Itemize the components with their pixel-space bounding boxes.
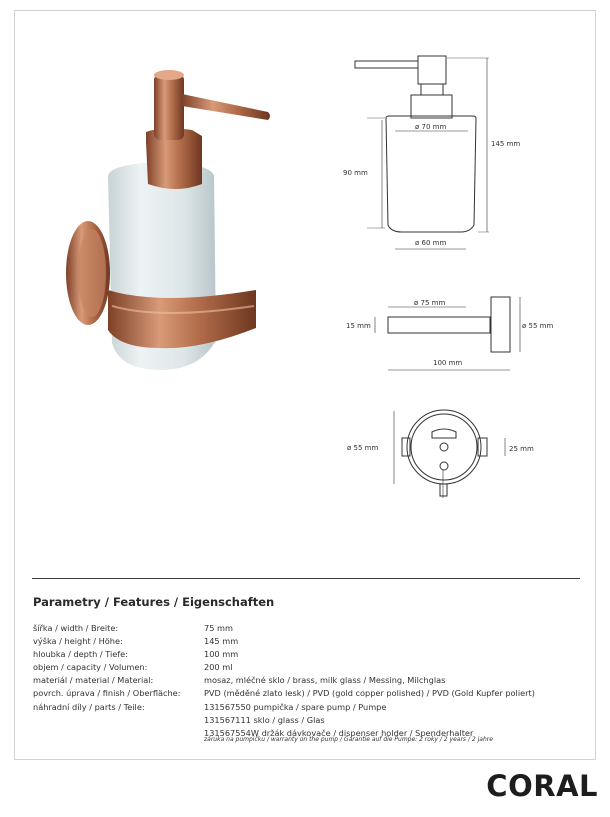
- spec-value: 100 mm: [204, 649, 239, 660]
- spec-row: [33, 674, 535, 687]
- brand-logo: CORAL: [486, 769, 598, 803]
- spec-label: šířka / width / Breite:: [33, 623, 119, 633]
- spec-label: [33, 727, 204, 740]
- spec-label: výška / height / Höhe:: [33, 636, 123, 647]
- spec-value: 75 mm: [204, 623, 233, 633]
- drawing-pump-head: [418, 56, 446, 84]
- dim-diameter-55-front: ø 55 mm: [347, 444, 379, 452]
- spec-label: náhradní díly / parts / Teile:: [33, 701, 145, 712]
- features-heading: Parametry / Features / Eigenschaften: [33, 595, 275, 609]
- spec-row: [33, 635, 535, 648]
- spec-value: 131567554W držák dávkovače / dispenser holder / Spenderhalter: [204, 727, 474, 738]
- spec-value: 145 mm: [204, 636, 239, 647]
- spec-row: [33, 661, 535, 674]
- dim-diameter-55-side: ø 55 mm: [522, 322, 554, 330]
- spec-label: objem / capacity / Volumen:: [33, 662, 148, 673]
- spec-value: 131567550 pumpička / spare pump / Pumpe: [204, 701, 387, 712]
- spec-label: povrch. úprava / finish / Oberfläche:: [33, 688, 181, 699]
- drawing-spout: [355, 61, 418, 68]
- spec-row: [33, 648, 535, 661]
- dim-diameter-75: ø 75 mm: [414, 299, 446, 307]
- dim-diameter-60: ø 60 mm: [415, 239, 447, 247]
- spec-list: [33, 622, 535, 740]
- spec-value: 200 ml: [204, 662, 233, 673]
- spec-label: hloubka / depth / Tiefe:: [33, 649, 128, 660]
- drawing-side-plate: [491, 297, 510, 352]
- spec-row: [33, 687, 535, 700]
- drawing-bottle: [386, 116, 476, 232]
- drawing-front-ring: [407, 410, 481, 484]
- spec-value: PVD (měděné zlato lesk) / PVD (gold copper polished) / PVD (Gold Kupfer poliert): [204, 688, 535, 699]
- spec-row: [33, 622, 535, 635]
- dim-depth-100: 100 mm: [433, 359, 463, 367]
- spec-label: [33, 714, 204, 727]
- spec-label: materiál / material / Material:: [33, 675, 154, 686]
- dim-height-90: 90 mm: [343, 169, 368, 177]
- drawing-side-arm: [388, 317, 490, 333]
- section-divider: [32, 578, 580, 579]
- dim-depth-15: 15 mm: [346, 322, 371, 330]
- warranty-note: záruka na pumpičku / warranty on the pump / Garantie auf die Pumpe: 2 roky / 2 years / 2 jahre: [204, 736, 493, 743]
- dim-height-145: 145 mm: [491, 140, 521, 148]
- spec-row: [33, 714, 535, 727]
- spec-row: [33, 701, 535, 714]
- spec-value: mosaz, mléčné sklo / brass, milk glass / Messing, Milchglas: [204, 675, 446, 686]
- dim-width-25: 25 mm: [509, 445, 534, 453]
- spec-value: 131567111 sklo / glass / Glas: [204, 714, 325, 725]
- dim-diameter-70: ø 70 mm: [415, 123, 447, 131]
